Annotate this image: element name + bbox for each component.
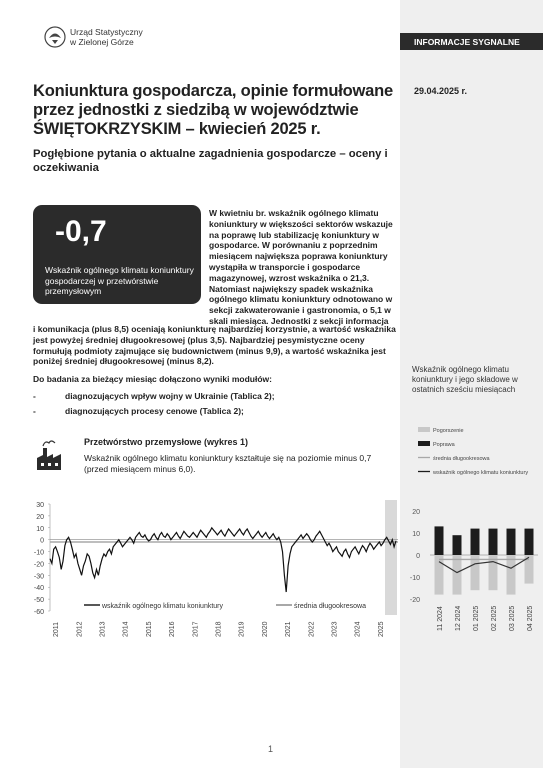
y-tick-label: 10	[412, 531, 420, 538]
section-text: Wskaźnik ogólnego klimatu koniunktury kształtuje się na poziomie minus 0,7 (przed miesiącem minus 6,0).	[84, 453, 372, 474]
logo-line-1: Urząd Statystyczny	[70, 27, 143, 37]
publication-date: 29.04.2025 r.	[414, 86, 468, 96]
y-tick-label: 20	[36, 513, 44, 521]
y-tick-label: -20	[33, 561, 44, 569]
legend-swatch	[418, 441, 430, 446]
bar-pogorszenie	[435, 555, 444, 595]
x-tick-label: 2024	[354, 621, 362, 637]
x-tick-label: 03 2025	[509, 605, 516, 631]
y-tick-label: 0	[416, 553, 420, 560]
recent-period-shading	[385, 500, 397, 615]
bar-poprawa	[507, 529, 516, 555]
side-chart-legend	[416, 422, 541, 480]
bar-poprawa	[453, 535, 462, 555]
lead-paragraph-continued: i komunikacja (plus 8,5) oceniają koniunkturę najbardziej korzystnie, a wartość wskaźnika jest powyżej średniej długookresowej (plus 3,5). Najbardziej pesymistyczne oceny formułują podmioty zajmujące się budownictwem (minus 9,9), a wartość wskaźnika jest poniżej średniej długookresowej (minus 8,2).	[33, 324, 396, 367]
bar-pogorszenie	[471, 555, 480, 590]
y-tick-label: -20	[409, 597, 420, 604]
x-tick-label: 2018	[215, 621, 223, 637]
document-type-tag: INFORMACJE SYGNALNE	[400, 33, 543, 50]
y-tick-label: 30	[36, 502, 44, 509]
legend-label: Pogorszenie	[433, 428, 464, 434]
y-tick-label: -60	[33, 609, 44, 616]
legend-swatch	[418, 427, 430, 432]
x-tick-label: 2016	[169, 621, 177, 637]
y-tick-label: 20	[412, 509, 420, 516]
y-tick-label: 10	[36, 525, 44, 533]
page-subtitle: Pogłębione pytania o aktualne zagadnienia gospodarcze – oceny i oczekiwania	[33, 148, 388, 174]
bar-pogorszenie	[507, 555, 516, 595]
y-tick-label: -10	[33, 549, 44, 557]
x-tick-label: 11 2024	[437, 606, 444, 631]
bar-poprawa	[471, 529, 480, 555]
y-tick-label: -10	[409, 575, 420, 582]
bar-pogorszenie	[489, 555, 498, 590]
bar-poprawa	[525, 529, 534, 555]
x-tick-label: 2014	[122, 621, 130, 637]
x-tick-label: 2020	[261, 621, 269, 637]
series-line-index	[50, 528, 396, 592]
bar-pogorszenie	[453, 555, 462, 595]
x-tick-label: 2015	[145, 621, 153, 637]
kpi-label: Wskaźnik ogólnego klimatu koniunktury gospodarczej w przetwórstwie przemysłowym	[45, 265, 194, 296]
bar-poprawa	[435, 526, 444, 555]
x-tick-label: 2021	[285, 621, 293, 637]
x-tick-label: 2022	[308, 621, 316, 637]
kpi-box	[33, 205, 201, 304]
legend-label: średnia długookresowa	[433, 456, 490, 462]
x-tick-label: 2011	[53, 621, 61, 637]
kpi-value: -0,7	[55, 215, 107, 248]
x-tick-label: 01 2025	[473, 605, 480, 631]
x-tick-label: 2012	[76, 621, 84, 637]
x-tick-label: 02 2025	[491, 605, 498, 631]
page-number: 1	[268, 744, 274, 754]
x-tick-label: 12 2024	[455, 605, 462, 631]
main-line-chart	[18, 498, 403, 643]
y-tick-label: 0	[40, 537, 44, 545]
list-dash: -	[33, 391, 36, 401]
x-tick-label: 2019	[238, 621, 246, 637]
section-title: Przetwórstwo przemysłowe (wykres 1)	[84, 437, 249, 447]
legend-label-index: wskaźnik ogólnego klimatu koniunktury	[102, 603, 224, 610]
x-tick-label: 04 2025	[527, 605, 534, 631]
x-tick-label: 2025	[377, 621, 385, 637]
side-bar-chart	[400, 503, 543, 643]
eagle-emblem-icon	[44, 26, 66, 48]
y-tick-label: -30	[33, 573, 44, 581]
legend-label: wskaźnik ogólnego klimatu koniunktury	[433, 470, 529, 476]
lead-paragraph: W kwietniu br. wskaźnik ogólnego klimatu koniunktury w większości sektorów wskazuje na poprawę lub stabilizację koniunktury w gospodarce. W porównaniu z poprzednim miesiącem największa poprawa koniunktury wystąpiła w transporcie i gospodarce magazynowej, wzrost wskaźnika o 21,3. Natomiast największy spadek wskaźnika ogólnego klimatu koniunktury odnotowano w sekcji zakwaterowanie i gastronomia, o 5,1 w skali miesiąca. Jednostki z sekcji informacja	[209, 208, 393, 326]
list-dash: -	[33, 406, 36, 416]
bar-poprawa	[489, 529, 498, 555]
factory-icon	[33, 440, 71, 470]
legend-label-mean: średnia długookresowa	[294, 603, 366, 610]
y-tick-label: -50	[33, 597, 44, 605]
x-tick-label: 2023	[331, 621, 339, 637]
page-title: Koniunktura gospodarcza, opinie formułowane przez jednostki z siedzibą w województwie ŚWIĘTOKRZYSKIM – kwiecień 2025 r.	[33, 82, 393, 138]
x-tick-label: 2017	[192, 621, 200, 637]
y-tick-label: -40	[33, 585, 44, 593]
side-chart-caption: Wskaźnik ogólnego klimatu koniunktury i jego składowe w ostatnich sześciu miesiącach	[412, 365, 518, 394]
logo-line-2: w Zielonej Górze	[70, 37, 134, 47]
list-item-text: diagnozujących procesy cenowe (Tablica 2);	[65, 406, 244, 416]
list-item-text: diagnozujących wpływ wojny w Ukrainie (Tablica 2);	[65, 391, 275, 401]
modules-intro: Do badania za bieżący miesiąc dołączono wyniki modułów:	[33, 374, 273, 384]
x-tick-label: 2013	[99, 621, 107, 637]
office-logo	[44, 26, 143, 48]
legend-label: Poprawa	[433, 442, 455, 448]
